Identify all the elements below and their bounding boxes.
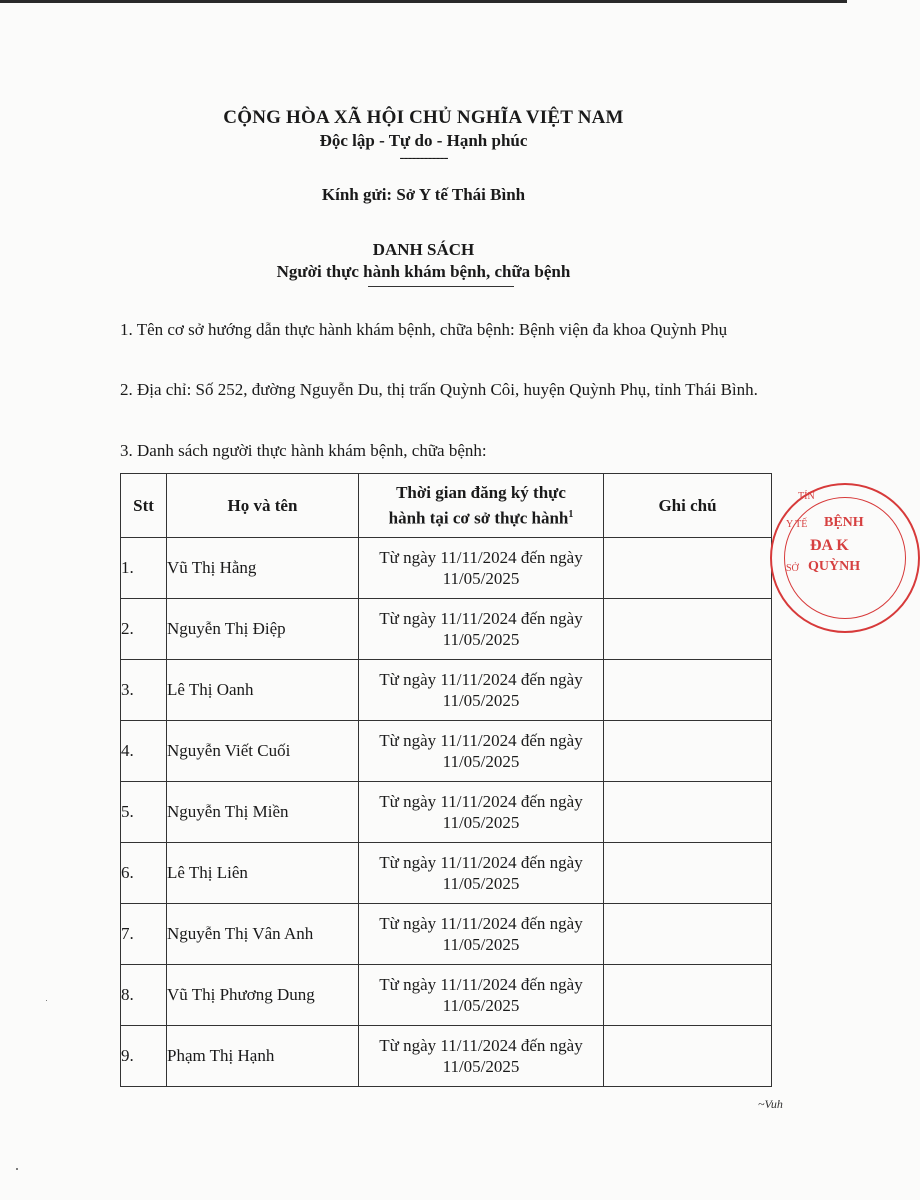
period-to: 11/05/2025: [442, 935, 520, 954]
row-note: [604, 965, 772, 1026]
period-to: 11/05/2025: [442, 1057, 520, 1076]
scan-speck: [46, 1000, 47, 1001]
table-row: [121, 1026, 772, 1087]
seal-arc-top: TỈN: [798, 491, 815, 502]
header-period: [359, 474, 604, 538]
period-to: 11/05/2025: [442, 813, 520, 832]
seal-line-1: BỆNH: [824, 515, 864, 530]
row-period: [359, 782, 604, 843]
national-motto: Độc lập - Tự do - Hạnh phúc: [319, 131, 528, 150]
seal-line-3: QUỲNH: [808, 559, 861, 574]
row-stt: 8.: [121, 965, 167, 1026]
table-row: [121, 782, 772, 843]
row-note: [604, 660, 772, 721]
period-from: Từ ngày 11/11/2024 đến ngày: [379, 609, 583, 628]
table-row: [121, 660, 772, 721]
row-stt: 7.: [121, 904, 167, 965]
row-period: [359, 599, 604, 660]
period-to: 11/05/2025: [442, 569, 520, 588]
official-seal: [770, 483, 920, 633]
table-row: [121, 721, 772, 782]
period-from: Từ ngày 11/11/2024 đến ngày: [379, 853, 583, 872]
period-from: Từ ngày 11/11/2024 đến ngày: [379, 975, 583, 994]
row-period: [359, 721, 604, 782]
row-name: Vũ Thị Hằng: [167, 538, 359, 599]
list-intro-paragraph: 3. Danh sách người thực hành khám bệnh, chữa bệnh:: [120, 441, 487, 460]
table-row: [121, 965, 772, 1026]
document-title: DANH SÁCH: [372, 240, 475, 259]
recipient-line: Kính gửi: Sở Y tế Thái Bình: [321, 185, 526, 204]
row-note: [604, 538, 772, 599]
row-period: [359, 660, 604, 721]
period-from: Từ ngày 11/11/2024 đến ngày: [379, 548, 583, 567]
header-separator: ------------: [399, 150, 448, 166]
header-note: Ghi chú: [604, 474, 772, 538]
table-row: [121, 843, 772, 904]
period-to: 11/05/2025: [442, 752, 520, 771]
seal-arc-left: Y TẾ: [786, 519, 808, 530]
header-name: Họ và tên: [167, 474, 359, 538]
row-name: Nguyễn Thị Miền: [167, 782, 359, 843]
header-period-line1: Thời gian đăng ký thực: [396, 482, 566, 502]
row-stt: 6.: [121, 843, 167, 904]
row-stt: 9.: [121, 1026, 167, 1087]
period-from: Từ ngày 11/11/2024 đến ngày: [379, 914, 583, 933]
row-period: [359, 538, 604, 599]
footnote-marker: 1: [568, 508, 574, 520]
table-row: [121, 904, 772, 965]
row-name: Vũ Thị Phương Dung: [167, 965, 359, 1026]
table-row: [121, 538, 772, 599]
row-name: Lê Thị Liên: [167, 843, 359, 904]
subtitle-underline: [368, 286, 514, 287]
row-name: Phạm Thị Hạnh: [167, 1026, 359, 1087]
national-header: CỘNG HÒA XÃ HỘI CHỦ NGHĨA VIỆT NAM: [223, 107, 624, 128]
period-from: Từ ngày 11/11/2024 đến ngày: [379, 1036, 583, 1055]
row-stt: 1.: [121, 538, 167, 599]
period-to: 11/05/2025: [442, 874, 520, 893]
period-to: 11/05/2025: [442, 630, 520, 649]
row-period: [359, 965, 604, 1026]
row-name: Nguyễn Viết Cuối: [167, 721, 359, 782]
row-note: [604, 843, 772, 904]
row-note: [604, 599, 772, 660]
row-name: Nguyễn Thị Vân Anh: [167, 904, 359, 965]
header-period-line2: hành tại cơ sở thực hành: [388, 508, 569, 528]
handwritten-initials: ~Vuh: [758, 1097, 783, 1111]
row-note: [604, 1026, 772, 1087]
scan-speck: [16, 1168, 18, 1170]
row-note: [604, 721, 772, 782]
row-name: Lê Thị Oanh: [167, 660, 359, 721]
row-stt: 5.: [121, 782, 167, 843]
period-to: 11/05/2025: [442, 691, 520, 710]
period-to: 11/05/2025: [442, 996, 520, 1015]
table-row: [121, 599, 772, 660]
row-stt: 2.: [121, 599, 167, 660]
row-period: [359, 843, 604, 904]
address-paragraph: 2. Địa chỉ: Số 252, đường Nguyễn Du, thị trấn Quỳnh Côi, huyện Quỳnh Phụ, tỉnh Thái Bình.: [120, 380, 758, 399]
header-stt: Stt: [121, 474, 167, 538]
practitioner-table: [120, 473, 772, 1087]
table-header-row: [121, 474, 772, 538]
page-top-edge: [0, 0, 847, 3]
period-from: Từ ngày 11/11/2024 đến ngày: [379, 792, 583, 811]
row-note: [604, 782, 772, 843]
document-subtitle: Người thực hành khám bệnh, chữa bệnh: [276, 262, 571, 281]
seal-arc-left-bottom: SỞ: [786, 563, 799, 574]
period-from: Từ ngày 11/11/2024 đến ngày: [379, 670, 583, 689]
facility-name-paragraph: 1. Tên cơ sở hướng dẫn thực hành khám bệnh, chữa bệnh: Bệnh viện đa khoa Quỳnh Phụ: [120, 320, 728, 339]
row-stt: 3.: [121, 660, 167, 721]
seal-line-2: ĐA K: [810, 537, 849, 554]
row-period: [359, 1026, 604, 1087]
row-note: [604, 904, 772, 965]
period-from: Từ ngày 11/11/2024 đến ngày: [379, 731, 583, 750]
row-period: [359, 904, 604, 965]
row-stt: 4.: [121, 721, 167, 782]
row-name: Nguyễn Thị Điệp: [167, 599, 359, 660]
